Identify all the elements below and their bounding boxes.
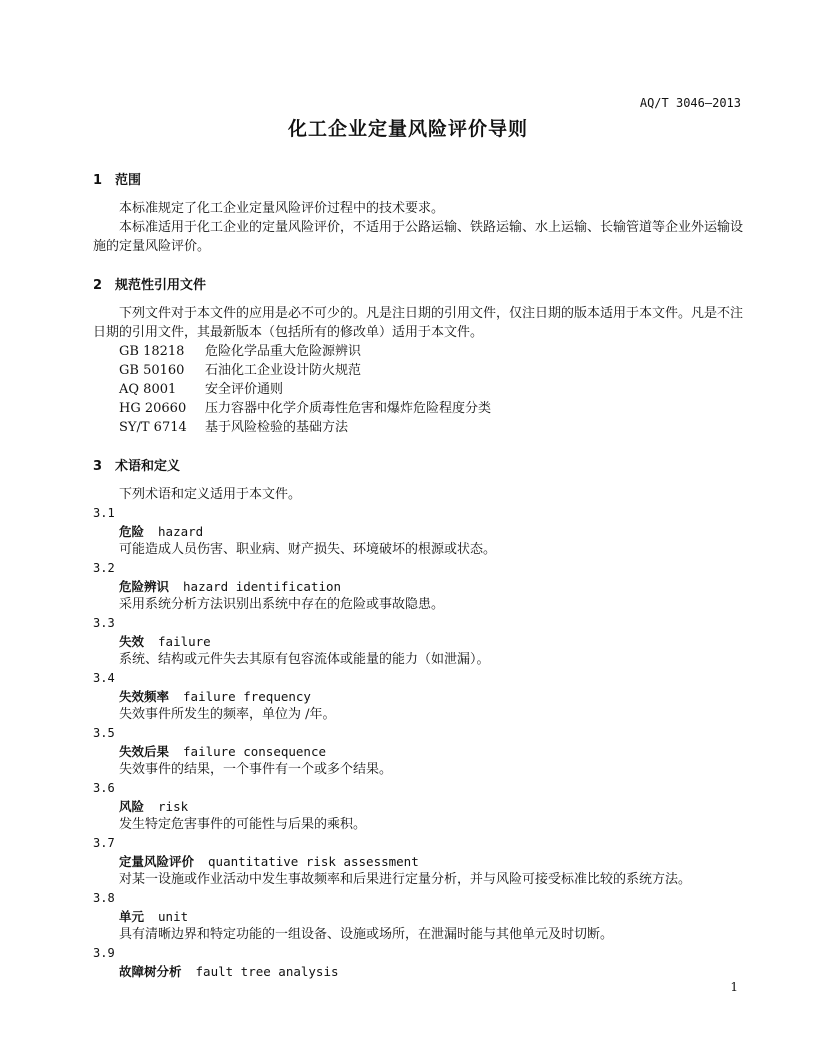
term-name <box>93 853 743 871</box>
reference-title: 危险化学品重大危险源辨识 <box>205 344 362 359</box>
paragraph: 本标准规定了化工企业定量风险评价过程中的技术要求。 <box>119 201 445 216</box>
term-name <box>93 523 743 541</box>
paragraph: 本标准适用于化工企业的定量风险评价，不适用于公路运输、铁路运输、水上运输、长输管道等企业外运输设施的定量风险评价。 <box>93 220 744 254</box>
reference-code: GB 50160 <box>119 363 185 378</box>
term-entry <box>93 504 743 559</box>
reference-title: 安全评价通则 <box>205 382 284 397</box>
term-zh: 故障树分析 <box>119 964 182 979</box>
section-title: 术语和定义 <box>115 459 181 474</box>
term-zh: 失效频率 <box>119 689 170 704</box>
section-number: 3 <box>93 459 103 474</box>
paragraph: 下列术语和定义适用于本文件。 <box>119 487 302 502</box>
term-en: quantitative risk assessment <box>208 854 419 869</box>
term-name <box>93 578 743 596</box>
term-en: failure frequency <box>183 689 311 704</box>
term-entry <box>93 724 743 779</box>
term-definition: 对某一设施或作业活动中发生事故频率和后果进行定量分析，并与风险可接受标准比较的系统方法。 <box>119 872 692 887</box>
term-number: 3.9 <box>93 946 115 960</box>
section-title: 规范性引用文件 <box>115 278 207 293</box>
term-definition: 失效事件所发生的频率，单位为 /年。 <box>119 707 336 722</box>
term-entry <box>93 614 743 669</box>
term-en: failure consequence <box>183 744 327 759</box>
document-title: 化工企业定量风险评价导则 <box>287 118 528 140</box>
reference-title: 压力容器中化学介质毒性危害和爆炸危险程度分类 <box>205 401 492 416</box>
term-entry <box>93 834 743 889</box>
section-title: 范围 <box>115 173 142 188</box>
section-number: 2 <box>93 278 103 293</box>
term-number: 3.8 <box>93 891 115 905</box>
reference-code: AQ 8001 <box>119 382 177 397</box>
term-zh: 定量风险评价 <box>119 854 195 869</box>
term-definition: 失效事件的结果，一个事件有一个或多个结果。 <box>119 762 393 777</box>
section-number: 1 <box>93 173 103 188</box>
standard-code: AQ/T 3046—2013 <box>639 96 741 110</box>
term-name <box>93 688 743 706</box>
term-en: hazard <box>158 524 204 539</box>
reference-item <box>93 380 743 399</box>
term-zh: 危险 <box>119 524 145 539</box>
term-number: 3.5 <box>93 726 115 740</box>
term-definition: 系统、结构或元件失去其原有包容流体或能量的能力（如泄漏）。 <box>119 652 490 667</box>
term-en: risk <box>158 799 189 814</box>
term-number: 3.1 <box>93 506 115 520</box>
term-en: unit <box>158 909 189 924</box>
section-heading-scope <box>93 169 743 187</box>
reference-item <box>93 399 743 418</box>
term-zh: 单元 <box>119 909 145 924</box>
paragraph: 下列文件对于本文件的应用是必不可少的。凡是注日期的引用文件，仅注日期的版本适用于本文件。凡是不注日期的引用文件，其最新版本（包括所有的修改单）适用于本文件。 <box>93 306 744 340</box>
reference-item <box>93 342 743 361</box>
term-en: hazard identification <box>183 579 342 594</box>
document-body <box>93 155 743 981</box>
term-entry <box>93 779 743 834</box>
term-zh: 危险辨识 <box>119 579 170 594</box>
term-number: 3.3 <box>93 616 115 630</box>
reference-code: HG 20660 <box>119 401 187 416</box>
term-zh: 风险 <box>119 799 145 814</box>
reference-item <box>93 361 743 380</box>
term-entry <box>93 559 743 614</box>
term-definition: 可能造成人员伤害、职业病、财产损失、环境破坏的根源或状态。 <box>119 542 497 557</box>
section-heading-terms-definitions <box>93 455 743 473</box>
term-name <box>93 633 743 651</box>
term-entry <box>93 669 743 724</box>
term-definition: 具有清晰边界和特定功能的一组设备、设施或场所，在泄漏时能与其他单元及时切断。 <box>119 927 614 942</box>
term-entry <box>93 889 743 944</box>
reference-code: GB 18218 <box>119 344 185 359</box>
term-zh: 失效后果 <box>119 744 170 759</box>
page-number: 1 <box>730 980 738 994</box>
reference-code: SY/T 6714 <box>119 420 187 435</box>
term-en: failure <box>158 634 211 649</box>
term-number: 3.2 <box>93 561 115 575</box>
term-number: 3.7 <box>93 836 115 850</box>
term-name <box>93 908 743 926</box>
section-heading-normative-references <box>93 274 743 292</box>
reference-title: 石油化工企业设计防火规范 <box>205 363 362 378</box>
term-name <box>93 798 743 816</box>
term-entry <box>93 944 743 981</box>
reference-item <box>93 418 743 437</box>
term-zh: 失效 <box>119 634 145 649</box>
term-number: 3.4 <box>93 671 115 685</box>
term-definition: 发生特定危害事件的可能性与后果的乘积。 <box>119 817 367 832</box>
term-definition: 采用系统分析方法识别出系统中存在的危险或事故隐患。 <box>119 597 445 612</box>
term-name <box>93 743 743 761</box>
term-name <box>93 963 743 981</box>
term-en: fault tree analysis <box>195 964 339 979</box>
term-number: 3.6 <box>93 781 115 795</box>
reference-title: 基于风险检验的基础方法 <box>205 420 349 435</box>
